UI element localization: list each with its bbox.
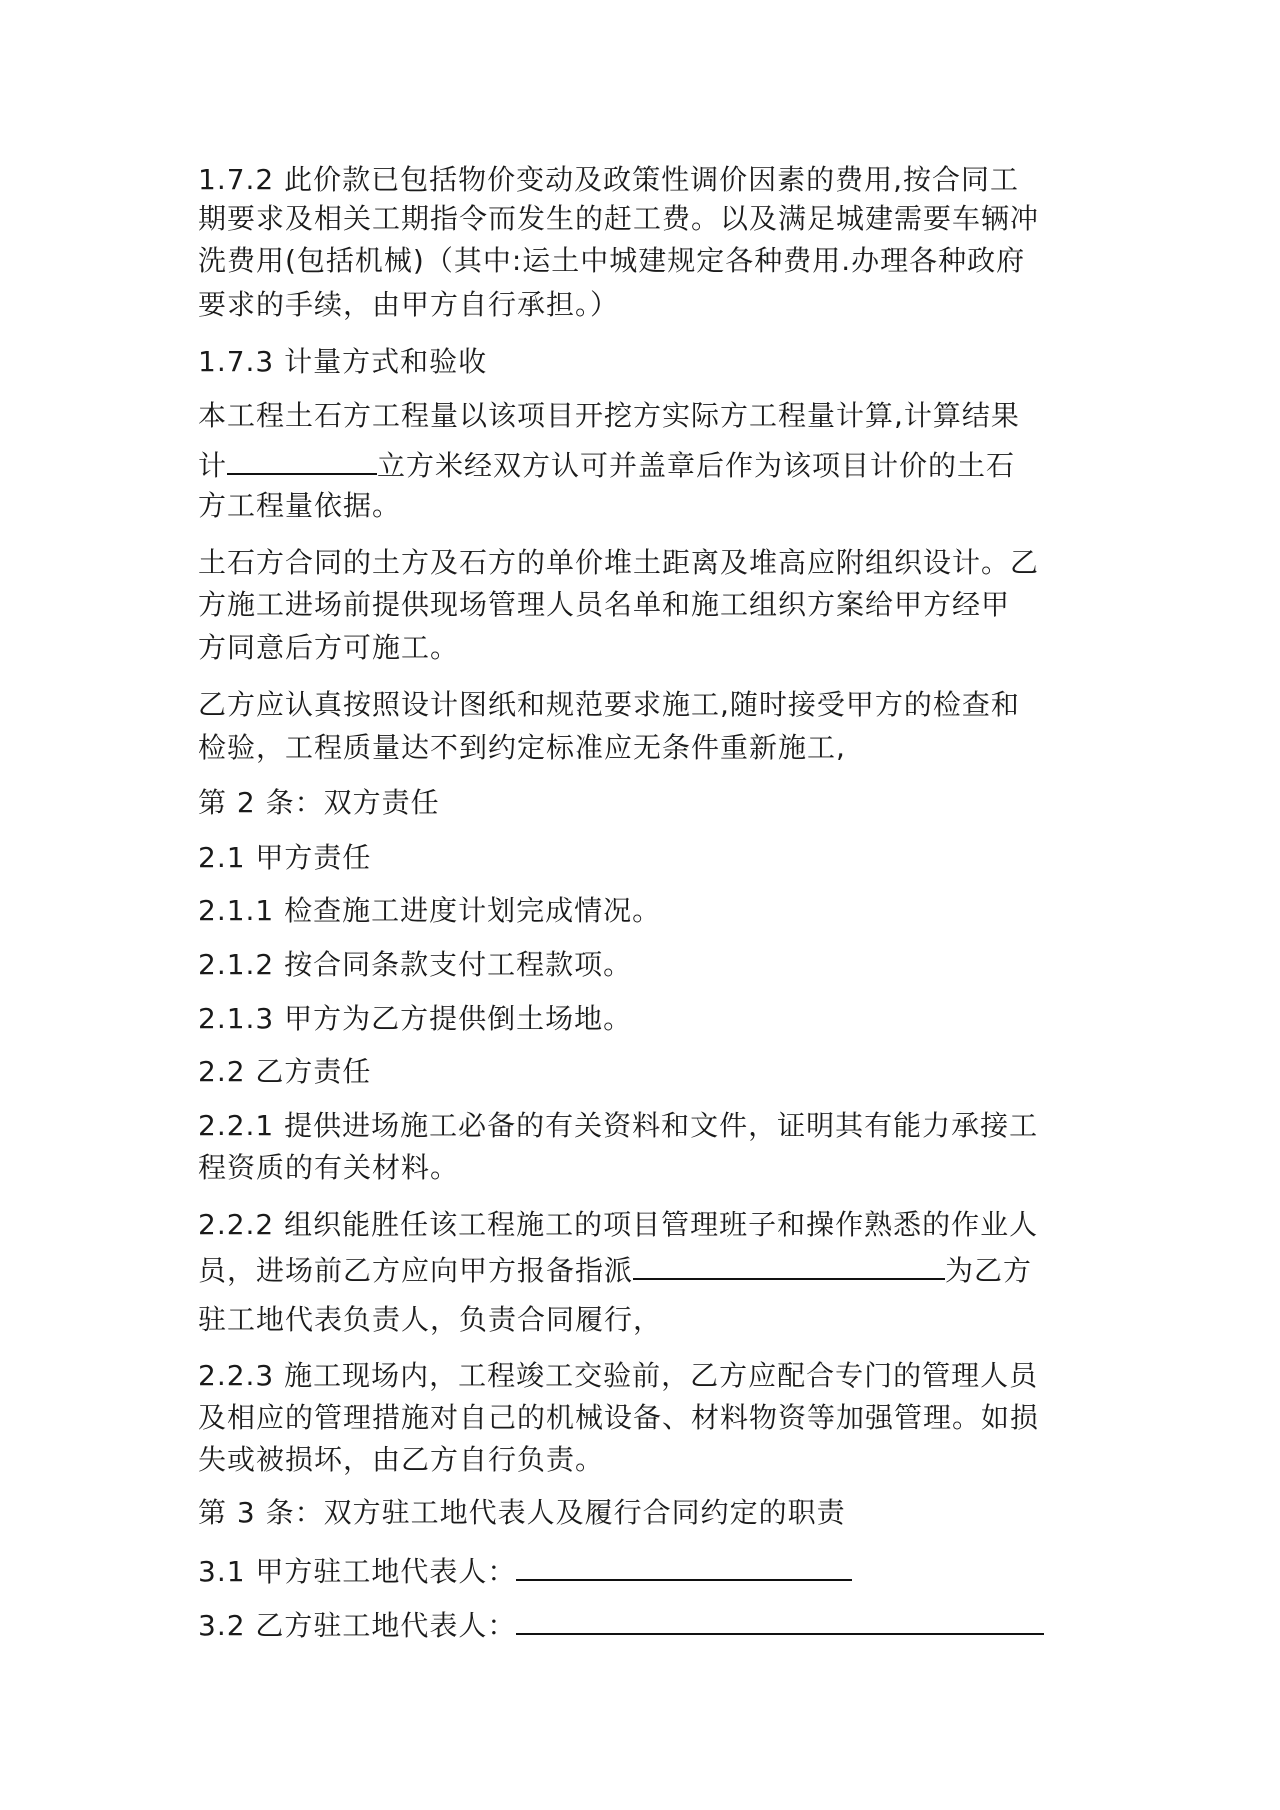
line-text: 计 bbox=[198, 449, 228, 482]
text-line: 2.1 甲方责任 bbox=[198, 841, 372, 874]
text-line: 方工程量依据。 bbox=[198, 489, 402, 522]
text-line: 及相应的管理措施对自己的机械设备、材料物资等加强管理。如损 bbox=[198, 1401, 1040, 1434]
fill-in-blank[interactable] bbox=[227, 445, 377, 475]
fill-in-blank[interactable] bbox=[516, 1605, 1044, 1635]
text-line: 2.1.1 检查施工进度计划完成情况。 bbox=[198, 894, 662, 927]
text-line: 第 3 条：双方驻工地代表人及履行合同约定的职责 bbox=[198, 1496, 846, 1529]
fill-in-blank[interactable] bbox=[516, 1551, 852, 1581]
text-line: 洗费用(包括机械)（其中:运土中城建规定各种费用.办理各种政府 bbox=[198, 244, 1026, 277]
text-line bbox=[198, 1605, 1044, 1644]
line-text: 3.2 乙方驻工地代表人： bbox=[198, 1609, 517, 1642]
text-line: 2.1.2 按合同条款支付工程款项。 bbox=[198, 948, 633, 981]
text-line: 2.2.1 提供进场施工必备的有关资料和文件，证明其有能力承接工 bbox=[198, 1109, 1039, 1142]
line-text: 3.1 甲方驻工地代表人： bbox=[198, 1555, 517, 1588]
text-line: 检验，工程质量达不到约定标准应无条件重新施工, bbox=[198, 731, 846, 764]
text-line: 失或被损坏，由乙方自行负责。 bbox=[198, 1443, 605, 1476]
watermark-subtitle: 源文件下载无水印 bbox=[884, 1684, 1180, 1724]
line-text: 立方米经双方认可并盖章后作为该项目计价的土石 bbox=[377, 449, 1016, 482]
text-line bbox=[198, 1551, 852, 1590]
text-line: 2.2 乙方责任 bbox=[198, 1055, 372, 1088]
text-line: 2.2.2 组织能胜任该工程施工的项目管理班子和操作熟悉的作业人 bbox=[198, 1208, 1039, 1241]
text-line: 土石方合同的土方及石方的单价堆土距离及堆高应附组织设计。乙 bbox=[198, 546, 1040, 579]
text-line: 本工程土石方工程量以该项目开挖方实际方工程量计算,计算结果 bbox=[198, 399, 1020, 432]
text-line: 驻工地代表负责人，负责合同履行， bbox=[198, 1303, 663, 1336]
watermark-logo: 简用合同 bbox=[880, 1601, 1145, 1674]
text-line: 程资质的有关材料。 bbox=[198, 1151, 460, 1184]
line-text: 员，进场前乙方应向甲方报备指派 bbox=[198, 1254, 634, 1287]
text-line: 乙方应认真按照设计图纸和规范要求施工,随时接受甲方的检查和 bbox=[198, 688, 1020, 721]
line-text: 为乙方 bbox=[945, 1254, 1033, 1287]
text-line: 1.7.3 计量方式和验收 bbox=[198, 345, 488, 378]
text-line: 要求的手续，由甲方自行承担。） bbox=[198, 288, 620, 321]
text-line: 1.7.2 此价款已包括物价变动及政策性调价因素的费用,按合同工 bbox=[198, 163, 1020, 196]
text-line: 期要求及相关工期指令而发生的赶工费。以及满足城建需要车辆冲 bbox=[198, 202, 1040, 235]
text-line bbox=[198, 445, 1015, 484]
text-line: 方施工进场前提供现场管理人员名单和施工组织方案给甲方经甲 bbox=[198, 588, 1011, 621]
text-line bbox=[198, 1250, 1032, 1289]
text-line: 第 2 条：双方责任 bbox=[198, 786, 440, 819]
text-line: 2.1.3 甲方为乙方提供倒土场地。 bbox=[198, 1002, 633, 1035]
fill-in-blank[interactable] bbox=[633, 1250, 945, 1280]
text-line: 2.2.3 施工现场内，工程竣工交验前，乙方应配合专门的管理人员 bbox=[198, 1359, 1039, 1392]
text-line: 方同意后方可施工。 bbox=[198, 631, 460, 664]
